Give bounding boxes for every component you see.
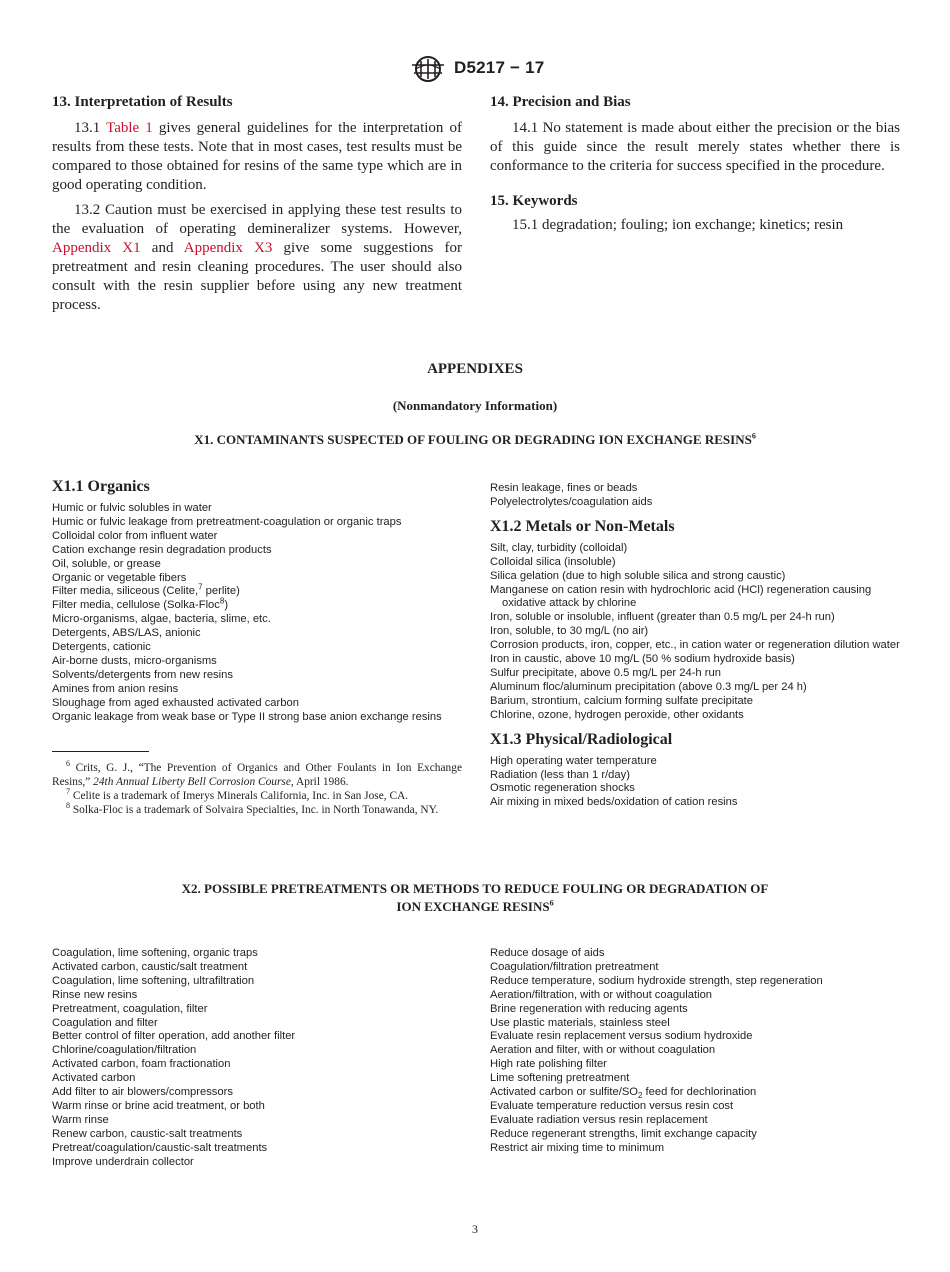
x1-title — [0, 432, 950, 448]
list-item-celite — [52, 582, 472, 599]
list-item: Resin leakage, fines or beads — [490, 482, 638, 494]
x1-title-text: X1. CONTAMINANTS SUSPECTED OF FOULING OR DEGRADING ION EXCHANGE RESINS — [194, 432, 752, 447]
list-item: Coagulation, lime softening, organic traps — [52, 947, 258, 959]
list-item: Warm rinse or brine acid treatment, or both — [52, 1099, 265, 1112]
x2-title-footnote-ref: 6 — [549, 898, 554, 908]
list-item: Barium, strontium, calcium forming sulfate precipitate — [490, 694, 754, 707]
list-item: Activated carbon, caustic/salt treatment — [52, 960, 248, 973]
pretreatments-list-right — [490, 947, 910, 1156]
appendix-x3-link[interactable]: Appendix X3 — [183, 240, 273, 256]
astm-logo-icon — [408, 55, 448, 83]
list-item: Coagulation and filter — [52, 1016, 158, 1029]
organics-list — [52, 502, 472, 725]
footnote-7 — [52, 789, 462, 803]
paragraph-13-2-text: give some suggestions for pretreatment and resin cleaning procedures. The user should also consult with the resin supplier before using any new treatment process. — [52, 240, 462, 313]
x1-title-footnote-ref: 6 — [751, 431, 756, 441]
footnotes — [52, 761, 462, 817]
footnote-8-text: Solka-Floc is a trademark of Solvaira Specialties, Inc. in North Tonawanda, NY. — [70, 804, 439, 816]
list-item: Colloidal silica (insoluble) — [490, 555, 616, 568]
paragraph-13-1-prefix: 13.1 — [74, 120, 107, 136]
list-item: Corrosion products, iron, copper, etc., in cation water or regeneration dilution water — [490, 639, 900, 652]
footnote-8-marker: 8 — [66, 801, 70, 811]
so2-subscript: 2 — [638, 1091, 643, 1101]
list-item: Manganese on cation resin with hydrochloric acid (HCl) regeneration causing oxidative attack by chlorine — [490, 583, 872, 610]
page-number: 3 — [472, 1222, 478, 1236]
x2-title — [0, 880, 950, 916]
appendix-x1-link[interactable]: Appendix X1 — [52, 240, 141, 256]
list-item: Osmotic regeneration shocks — [490, 782, 635, 795]
list-item: Chlorine/coagulation/filtration — [52, 1044, 197, 1057]
section-13 — [52, 94, 462, 315]
list-item: Amines from anion resins — [52, 682, 179, 695]
list-item: Brine regeneration with reducing agents — [490, 1002, 688, 1015]
footnote-7-text: Celite is a trademark of Imerys Minerals California, Inc. in San Jose, CA. — [70, 790, 409, 802]
list-item: Solvents/detergents from new resins — [52, 668, 233, 681]
list-item: Improve underdrain collector — [52, 1155, 194, 1168]
x2-right-column — [490, 947, 910, 1156]
celite-text-end: perlite) — [202, 585, 240, 598]
x1-2-heading: X1.2 Metals or Non-Metals — [490, 517, 675, 535]
so2-text: Activated carbon or sulfite/SO — [490, 1086, 638, 1099]
list-item: High rate polishing filter — [490, 1058, 607, 1071]
physical-list — [490, 755, 900, 811]
list-item: Iron, soluble, to 30 mg/L (no air) — [490, 625, 649, 638]
list-item: Silica gelation (due to high soluble silica and strong caustic) — [490, 569, 786, 582]
list-item: Restrict air mixing time to minimum — [490, 1141, 665, 1154]
list-item: Activated carbon, foam fractionation — [52, 1058, 231, 1071]
list-item: Reduce regenerant strengths, limit exchange capacity — [490, 1127, 757, 1140]
list-item: Activated carbon — [52, 1072, 136, 1085]
footnote-8 — [52, 803, 462, 817]
list-item: Chlorine, ozone, hydrogen peroxide, other oxidants — [490, 708, 744, 721]
footnote-6-course: 24th Annual Liberty Bell Corrosion Course — [93, 776, 291, 788]
list-item: Air-borne dusts, micro-organisms — [52, 654, 217, 667]
list-item: Add filter to air blowers/compressors — [52, 1086, 233, 1099]
list-item: Oil, soluble, or grease — [52, 557, 161, 570]
list-item: Reduce temperature, sodium hydroxide strength, step regeneration — [490, 974, 823, 987]
list-item: Air mixing in mixed beds/oxidation of cation resins — [490, 796, 738, 809]
footnote-6-date: , April 1986. — [290, 776, 349, 788]
list-item: High operating water temperature — [490, 754, 657, 767]
list-item: Better control of filter operation, add another filter — [52, 1030, 296, 1043]
list-item: Colloidal color from influent water — [52, 529, 218, 542]
footnote-ref-8: 8 — [219, 596, 225, 606]
paragraph-13-2-mid: and — [140, 240, 184, 256]
organics-list-continued — [490, 482, 900, 510]
paragraph-13-2-prefix: 13.2 Caution must be exercised in applying these test results to the evaluation of operating demineralizer systems. However, — [52, 202, 462, 237]
footnote-7-marker: 7 — [66, 787, 70, 797]
section-14-15 — [490, 94, 900, 235]
list-item: Evaluate temperature reduction versus resin cost — [490, 1099, 734, 1112]
list-item: Detergents, cationic — [52, 641, 151, 654]
x1-3-heading: X1.3 Physical/Radiological — [490, 730, 673, 748]
list-item: Pretreatment, coagulation, filter — [52, 1002, 208, 1015]
list-item: Organic leakage from weak base or Type II strong base anion exchange resins — [52, 710, 442, 723]
solka-text-end: ) — [224, 599, 229, 612]
list-item: Warm rinse — [52, 1113, 109, 1126]
page-header — [0, 55, 950, 85]
list-item: Lime softening pretreatment — [490, 1072, 630, 1085]
list-item: Aluminum floc/aluminum precipitation (above 0.3 mg/L per 24 h) — [490, 680, 807, 693]
x2-title-line2: ION EXCHANGE RESINS — [396, 899, 550, 914]
list-item: Iron, soluble or insoluble, influent (greater than 0.5 mg/L per 24-h run) — [490, 611, 835, 624]
metals-list — [490, 542, 900, 723]
list-item-solka — [52, 596, 472, 613]
list-item: Aeration/filtration, with or without coagulation — [490, 988, 713, 1001]
x1-1-heading: X1.1 Organics — [52, 478, 150, 495]
footnote-ref-7: 7 — [198, 582, 203, 592]
list-item: Detergents, ABS/LAS, anionic — [52, 627, 201, 640]
footnote-6-marker: 6 — [66, 759, 70, 769]
list-item-so2 — [490, 1086, 910, 1100]
celite-text: Filter media, siliceous (Celite, — [52, 585, 199, 598]
list-item: Renew carbon, caustic-salt treatments — [52, 1127, 243, 1140]
paragraph-13-2 — [52, 201, 462, 315]
table-1-link[interactable]: Table 1 — [106, 120, 153, 136]
pretreatments-list-left — [52, 947, 472, 1170]
list-item: Reduce dosage of aids — [490, 947, 605, 959]
list-item: Pretreat/coagulation/caustic-salt treatments — [52, 1141, 268, 1154]
list-item: Rinse new resins — [52, 988, 138, 1001]
paragraph-14-1: 14.1 No statement is made about either the precision or the bias of this guide since the result merely states whether there is conformance to the criteria for success specified in the procedure. — [490, 120, 900, 174]
solka-text: Filter media, cellulose (Solka-Floc — [52, 599, 220, 612]
list-item: Coagulation, lime softening, ultrafiltration — [52, 974, 255, 987]
appendixes-subtitle: (Nonmandatory Information) — [392, 398, 558, 413]
paragraph-15-1: 15.1 degradation; fouling; ion exchange; kinetics; resin — [512, 217, 844, 233]
so2-text-end: feed for dechlorination — [642, 1086, 757, 1099]
list-item: Iron in caustic, above 10 mg/L (50 % sodium hydroxide basis) — [490, 653, 795, 666]
document-number: D5217 − 17 — [454, 58, 545, 77]
footnote-6-text: Crits, G. J., “The Prevention of Organics and Other Foulants in Ion Exchange Resins,” — [52, 762, 462, 788]
x1-1-organics — [52, 478, 472, 725]
list-item: Radiation (less than 1 r/day) — [490, 768, 630, 781]
appendixes-title: APPENDIXES — [427, 361, 523, 377]
list-item: Sloughage from aged exhausted activated carbon — [52, 696, 299, 709]
list-item: Silt, clay, turbidity (colloidal) — [490, 541, 628, 554]
footnote-6 — [52, 761, 462, 789]
list-item: Sulfur precipitate, above 0.5 mg/L per 24-h run — [490, 666, 721, 679]
list-item: Micro-organisms, algae, bacteria, slime, etc. — [52, 613, 271, 626]
section-13-heading: 13. Interpretation of Results — [52, 94, 233, 110]
section-15-heading: 15. Keywords — [490, 193, 578, 209]
section-14-heading: 14. Precision and Bias — [490, 94, 631, 110]
x2-left-column — [52, 947, 472, 1170]
paragraph-13-1-text: gives general guidelines for the interpretation of results from these tests. Note that in most cases, test results must be compared to those obtained for resins of the same type which are in good operating condition. — [52, 120, 462, 193]
list-item: Aeration and filter, with or without coagulation — [490, 1044, 716, 1057]
list-item: Evaluate radiation versus resin replacement — [490, 1113, 708, 1126]
list-item: Humic or fulvic solubles in water — [52, 502, 212, 514]
list-item: Organic or vegetable fibers — [52, 571, 187, 584]
list-item: Coagulation/filtration pretreatment — [490, 960, 659, 973]
x1-right-column — [490, 482, 900, 810]
paragraph-13-1 — [52, 119, 462, 195]
x2-title-line2-wrap — [0, 898, 950, 916]
x2-title-line1: X2. POSSIBLE PRETREATMENTS OR METHODS TO REDUCE FOULING OR DEGRADATION OF — [181, 881, 769, 896]
list-item: Cation exchange resin degradation products — [52, 543, 272, 556]
list-item: Use plastic materials, stainless steel — [490, 1016, 670, 1029]
list-item: Evaluate resin replacement versus sodium hydroxide — [490, 1030, 753, 1043]
list-item: Polyelectrolytes/coagulation aids — [490, 495, 653, 508]
list-item: Humic or fulvic leakage from pretreatment-coagulation or organic traps — [52, 515, 402, 528]
footnote-divider — [52, 751, 149, 752]
